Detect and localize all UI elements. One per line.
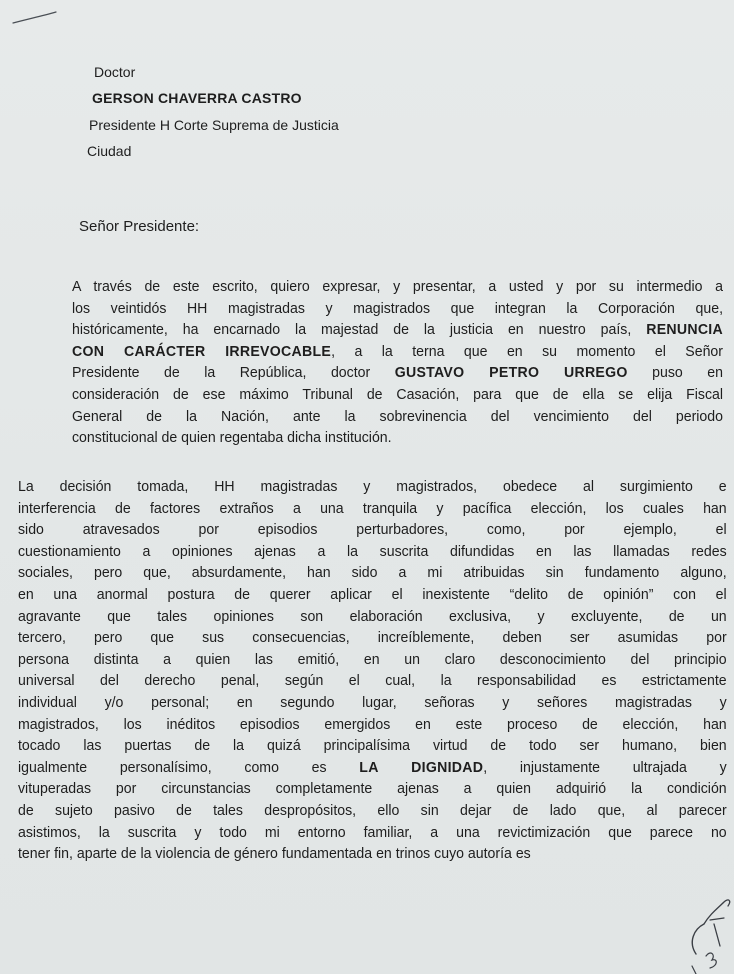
text-line: [18, 606, 727, 628]
text-line: [18, 649, 727, 671]
addressee-title: Doctor: [94, 64, 136, 80]
text-run: agravante que tales opiniones son elaboración exclusiva, y excluyente, de un: [18, 607, 727, 625]
text-line: [18, 714, 727, 736]
text-run: sido atravesados por episodios perturbadores, como, por ejemplo, el: [18, 521, 727, 539]
text-line: [72, 427, 723, 449]
text-run: asistimos, la suscrita y todo mi entorno familiar, a una revictimización que parece no: [18, 823, 727, 841]
addressee-name: GERSON CHAVERRA CASTRO: [92, 90, 302, 106]
text-line: [72, 406, 723, 428]
text-line: [72, 276, 723, 298]
text-run: tercero, pero que sus consecuencias, increíblemente, deben ser asumidas por: [18, 629, 727, 647]
text-line: [18, 476, 727, 498]
text-line: [18, 498, 727, 520]
text-line: [72, 319, 723, 341]
pen-stroke-icon: [10, 8, 60, 28]
text-line: [18, 843, 727, 865]
text-line: [18, 800, 727, 822]
text-line: [72, 362, 723, 384]
text-run: históricamente, ha encarnado la majestad de la justicia en nuestro país,: [72, 321, 647, 339]
text-run: constitucional de quien regentaba dicha institución.: [72, 429, 392, 447]
text-line: [72, 298, 723, 320]
text-line: [18, 692, 727, 714]
text-line: [18, 519, 727, 541]
text-run: Presidente de la República, doctor: [72, 364, 395, 382]
text-line: [18, 584, 727, 606]
text-run: A través de este escrito, quiero expresar, y presentar, a usted y por su intermedio a: [72, 278, 723, 295]
text-line: [18, 735, 727, 757]
text-run: sociales, pero que, absurdamente, han sido a mi atribuidas sin fundamento alguno,: [18, 564, 727, 582]
text-run: igualmente personalísimo, como es: [18, 758, 360, 776]
text-line: [72, 341, 723, 363]
text-run: tocado las puertas de la quizá principalísima virtud de todo ser humano, bien: [18, 737, 727, 755]
text-run: vituperadas por circunstancias completamente ajenas a quien adquirió la condición: [18, 780, 727, 798]
text-run: persona distinta a quien las emitió, en un claro desconocimiento del principio: [18, 650, 727, 668]
text-run: , injustamente ultrajada y: [483, 758, 727, 776]
text-line: [18, 778, 727, 800]
text-run: en una anormal postura de querer aplicar el inexistente “delito de opinión” con el: [18, 585, 727, 603]
text-run: La decisión tomada, HH magistradas y magistrados, obedece al surgimiento e: [18, 478, 727, 495]
text-run: tener fin, aparte de la violencia de género fundamentada en trinos cuyo autoría es: [18, 845, 531, 863]
text-run: magistrados, los inéditos episodios emergidos en este proceso de elección, han: [18, 715, 727, 733]
paragraph-2: [18, 476, 727, 865]
bold-text-run: CON CARÁCTER IRREVOCABLE: [72, 342, 332, 360]
text-line: [18, 822, 727, 844]
text-line: [18, 562, 727, 584]
text-line: [18, 757, 727, 779]
text-run: de sujeto pasivo de tales despropósitos, ello sin dejar de lado que, al parecer: [18, 801, 727, 819]
signature-mark-icon: [684, 884, 734, 974]
text-run: puso en: [627, 364, 723, 382]
bold-text-run: LA DIGNIDAD: [359, 758, 484, 776]
paragraph-1: [72, 276, 723, 449]
text-line: [18, 627, 727, 649]
text-line: [18, 541, 727, 563]
bold-text-run: GUSTAVO PETRO URREGO: [394, 364, 628, 382]
text-run: consideración de ese máximo Tribunal de Casación, para que de ella se elija Fiscal: [72, 385, 723, 403]
text-run: interferencia de factores extraños a una tranquila y pacífica elección, los cuales han: [18, 499, 727, 517]
text-run: cuestionamiento a opiniones ajenas a la suscrita difundidas en las llamadas redes: [18, 542, 727, 560]
addressee-role: Presidente H Corte Suprema de Justicia: [89, 117, 339, 133]
text-run: individual y/o personal; en segundo lugar, señoras y señores magistradas y: [18, 693, 727, 711]
text-run: , a la terna que en su momento el Señor: [331, 342, 723, 360]
text-line: [72, 384, 723, 406]
text-run: General de la Nación, ante la sobrevinencia del vencimiento del periodo: [72, 407, 723, 425]
text-run: los veintidós HH magistradas y magistrados que integran la Corporación que,: [72, 299, 723, 317]
bold-text-run: RENUNCIA: [646, 321, 723, 339]
text-run: universal del derecho penal, según el cual, la responsabilidad es estrictamente: [18, 672, 727, 690]
salutation: Señor Presidente:: [79, 218, 200, 235]
addressee-city: Ciudad: [87, 143, 132, 159]
text-line: [18, 670, 727, 692]
